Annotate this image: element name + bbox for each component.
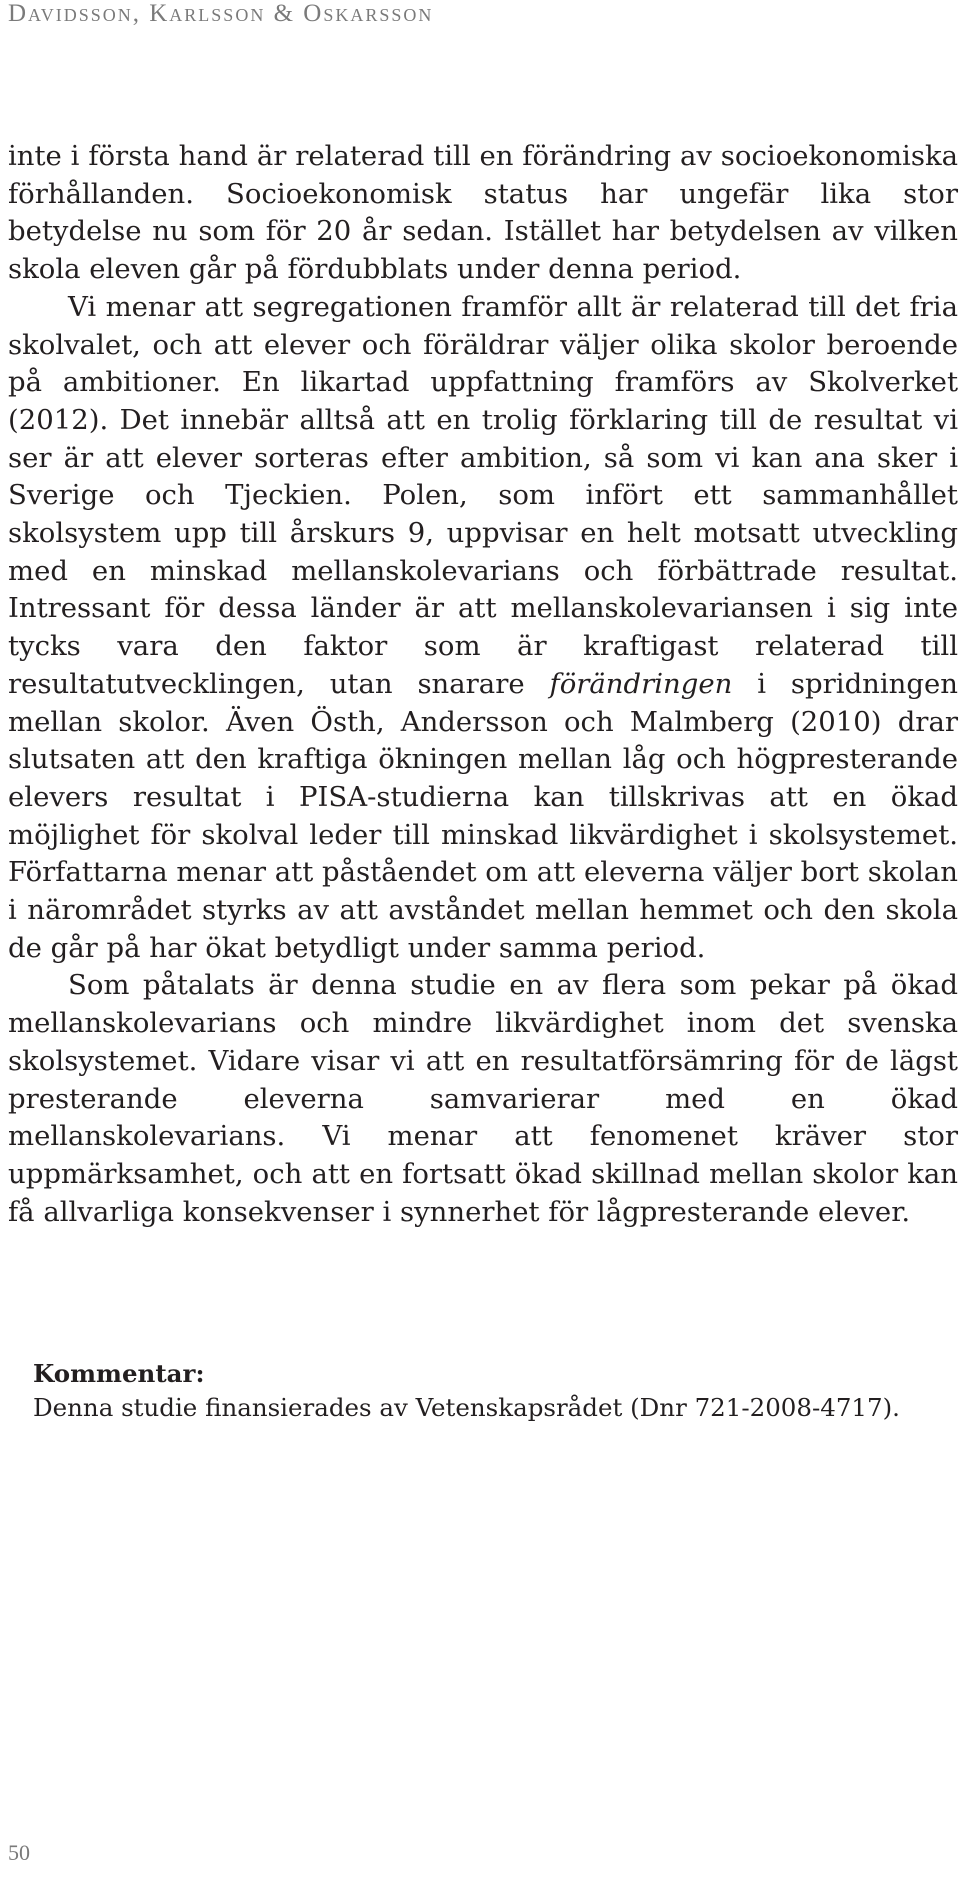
paragraph-2-part-b: i spridningen mellan skolor. Även Östh, Andersson och Malmberg (2010) drar slutsaten att den kraftiga ökningen mellan låg och högpresterande elevers resultat i PISA-studierna kan tillskrivas att en ökad möjlighet för skolval leder till minskad likvärdighet i skolsystemet. Författarna menar att påståendet om att eleverna väljer bort skolan i närområdet styrks av att avståndet mellan hemmet och den skola de går på har ökat betydligt under samma period. (8, 667, 958, 964)
running-head: Davidsson, Karlsson & Oskarsson (8, 0, 434, 27)
body-text (8, 138, 958, 1231)
comment-heading: Kommentar: (33, 1359, 205, 1388)
paragraph-2-emphasis: förändringen (549, 667, 733, 700)
page-number: 50 (8, 1840, 30, 1865)
paragraph-2-part-a: Vi menar att segregationen framför allt är relaterad till det fria skolvalet, och att elever och föräldrar väljer olika skolor beroende på ambitioner. En likartad uppfattning framförs av Skolverket (2012). Det innebär alltså att en trolig förklaring till de resultat vi ser är att elever sorteras efter ambition, så som vi kan ana sker i Sverige och Tjeckien. Polen, som infört ett sammanhållet skolsystem upp till årskurs 9, uppvisar en helt motsatt utveckling med en minskad mellanskolevarians och förbättrade resultat. Intressant för dessa länder är att mellanskolevariansen i sig inte tycks vara den faktor som är kraftigast relaterad till resultatutvecklingen, utan snarare (8, 290, 958, 700)
paragraph-3: Som påtalats är denna studie en av flera som pekar på ökad mellanskolevarians och mindre likvärdighet inom det svenska skolsystemet. Vidare visar vi att en resultatförsämring för de lägst presterande eleverna samvarierar med en ökad mellanskolevarians. Vi menar att fenomenet kräver stor uppmärksamhet, och att en fortsatt ökad skillnad mellan skolor kan få allvarliga konsekvenser i synnerhet för lågpresterande elever. (8, 969, 958, 1228)
paragraph-2 (8, 289, 958, 968)
comment-text: Denna studie finansierades av Vetenskapsrådet (Dnr 721-2008-4717). (33, 1393, 900, 1422)
paragraph-1: inte i första hand är relaterad till en förändring av socioekonomiska förhållanden. Socioekonomisk status har ungefär lika stor betydelse nu som för 20 år sedan. Istället har betydelsen av vilken skola eleven går på fördubblats under denna period. (8, 140, 958, 286)
comment-block (33, 1357, 953, 1425)
